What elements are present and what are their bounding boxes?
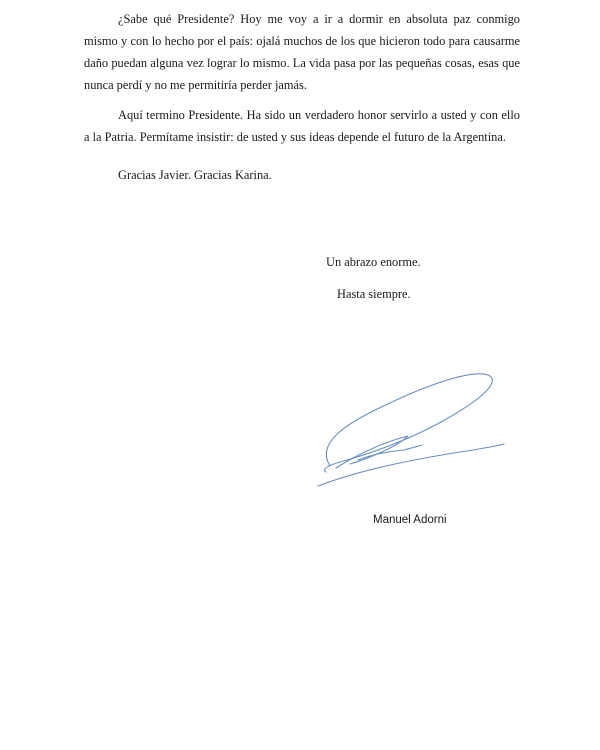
letter-paragraph-2: Aquí termino Presidente. Ha sido un verdadero honor servirlo a usted y con ello a la Patria. Permítame insistir: de usted y sus ideas depende el futuro de la Argentina. xyxy=(84,108,520,144)
letter-paragraph-3: Gracias Javier. Gracias Karina. xyxy=(118,168,272,182)
closing-line-2: Hasta siempre. xyxy=(337,287,411,301)
signature-flourish-stroke xyxy=(318,444,504,486)
handwritten-signature xyxy=(300,350,520,500)
closing-line-1: Un abrazo enorme. xyxy=(326,255,421,269)
signer-name: Manuel Adorni xyxy=(373,514,447,526)
signature-loop-stroke xyxy=(325,374,493,472)
letter-paragraph-1: ¿Sabe qué Presidente? Hoy me voy a ir a dormir en absoluta paz conmigo mismo y con lo hecho por el país: ojalá muchos de los que hicieron todo para causarme daño puedan alguna vez lograr lo mismo. La vida pasa por las pequeñas cosas, esas que nunca perdí y no me permitiría perder jamás. xyxy=(84,12,520,92)
